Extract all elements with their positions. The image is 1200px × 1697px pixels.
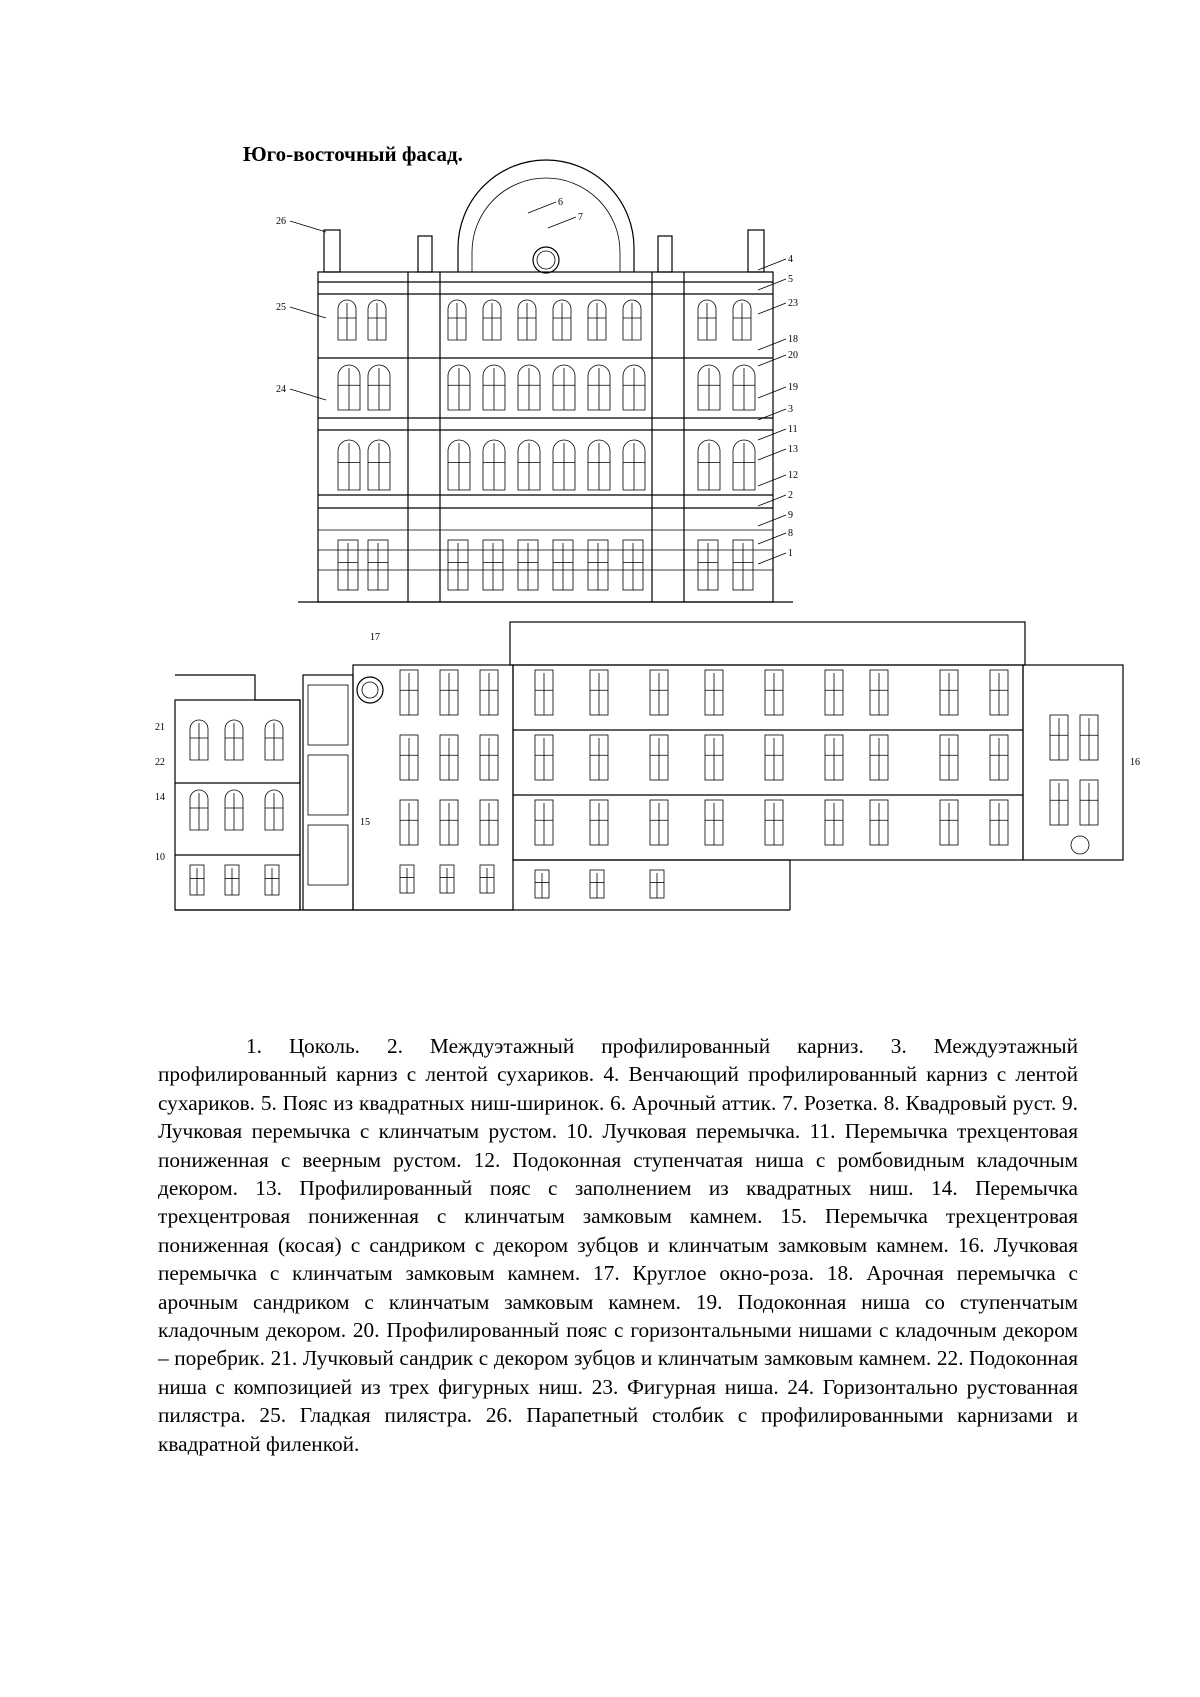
callout-label: 1 bbox=[788, 548, 793, 559]
callout-label: 21 bbox=[155, 722, 165, 733]
callout-label: 14 bbox=[155, 792, 165, 803]
callout-label: 9 bbox=[788, 510, 793, 521]
callout-label: 17 bbox=[370, 632, 380, 643]
callout-label: 24 bbox=[276, 384, 286, 395]
callout-label: 19 bbox=[788, 382, 798, 393]
callout-label: 12 bbox=[788, 470, 798, 481]
facade-drawing-bottom-svg bbox=[155, 632, 1140, 1000]
callout-label: 16 bbox=[1130, 757, 1140, 768]
callout-label: 22 bbox=[155, 757, 165, 768]
callout-label: 11 bbox=[788, 424, 798, 435]
callout-label: 10 bbox=[155, 852, 165, 863]
callout-label: 4 bbox=[788, 254, 793, 265]
page-title: Юго-восточный фасад. bbox=[243, 142, 463, 166]
callout-label: 23 bbox=[788, 298, 798, 309]
callout-label: 20 bbox=[788, 350, 798, 361]
callout-label: 2 bbox=[788, 490, 793, 501]
callout-label: 15 bbox=[360, 817, 370, 828]
callout-label: 18 bbox=[788, 334, 798, 345]
facade-drawing-top-svg bbox=[268, 197, 828, 612]
callout-label: 13 bbox=[788, 444, 798, 455]
legend-caption: 1. Цоколь. 2. Междуэтажный профилированный карниз. 3. Междуэтажный профилированный карниз с лентой сухариков. 4. Венчающий профилированный карниз с лентой сухариков. 5. Пояс из квадратных ниш-ширинок. 6. Арочный аттик. 7. Розетка. 8. Квадровый руст. 9. Лучковая перемычка с клинчатым рустом. 10. Лучковая перемычка. 11. Перемычка трехцентовая пониженная с веерным рустом. 12. Подоконная ступенчатая ниша с ромбовидным кладочным декором. 13. Профилированный пояс с заполнением из квадратных ниш. 14. Перемычка трехцентровая пониженная с клинчатым замковым камнем. 15. Перемычка трехцентровая пониженная (косая) с сандриком с декором зубцов и клинчатым замковым камнем. 16. Лучковая перемычка с клинчатым замковым камнем. 17. Круглое окно-роза. 18. Арочная перемычка с арочным сандриком с клинчатым замковым камнем. 19. Подоконная ниша со ступенчатым кладочным декором. 20. Профилированный пояс с горизонтальными нишами с кладочным декором – поребрик. 21. Лучковый сандрик с декором зубцов и клинчатым замковым камнем. 22. Подоконная ниша с композицией из трех фигурных ниш. 23. Фигурная ниша. 24. Горизонтально рустованная пилястра. 25. Гладкая пилястра. 26. Парапетный столбик с профилированными карнизами и квадратной филенкой. bbox=[158, 1034, 1078, 1456]
callout-label: 26 bbox=[276, 216, 286, 227]
callout-label: 8 bbox=[788, 528, 793, 539]
callout-label: 6 bbox=[558, 197, 563, 208]
callout-label: 3 bbox=[788, 404, 793, 415]
callout-label: 7 bbox=[578, 212, 583, 223]
callout-label: 5 bbox=[788, 274, 793, 285]
facade-drawing-top bbox=[268, 197, 828, 612]
callout-label: 25 bbox=[276, 302, 286, 313]
facade-drawing-bottom bbox=[155, 632, 1140, 1000]
